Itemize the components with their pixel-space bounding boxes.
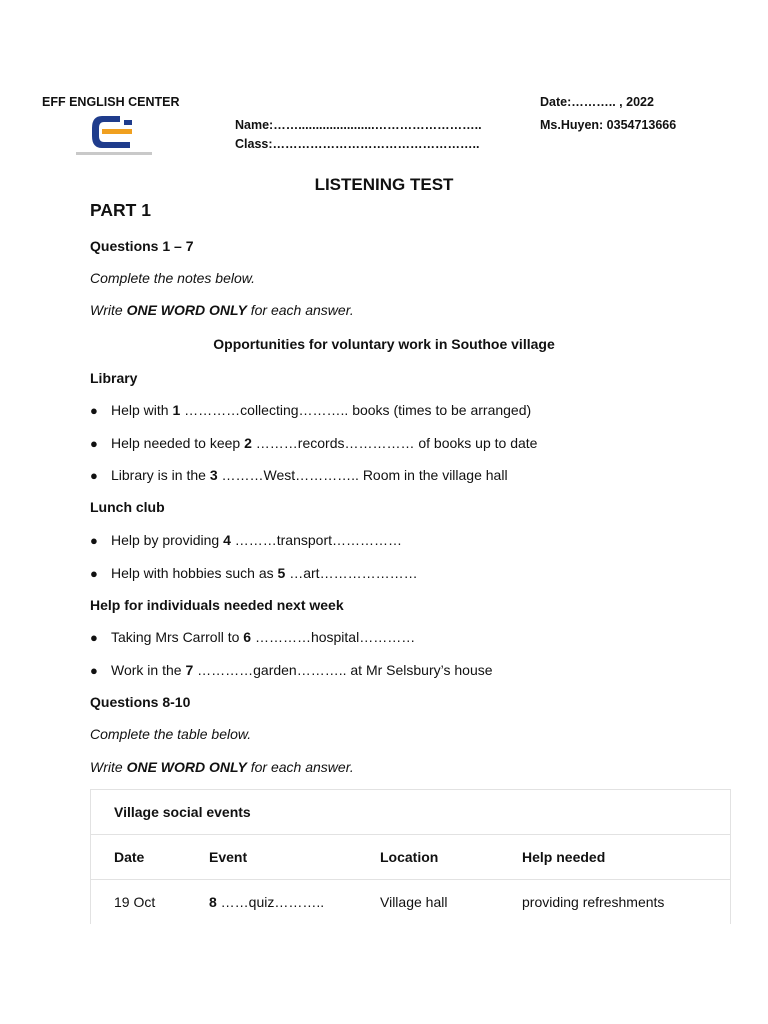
answer-blank[interactable]: ………records…………… of books up to date [251, 435, 538, 451]
word-limit-instruction-2 [90, 759, 354, 775]
column-header: Help needed [499, 835, 731, 880]
questions-1-7-heading: Questions 1 – 7 [90, 238, 194, 254]
bullet-icon: ● [90, 436, 98, 451]
table-header-row [91, 835, 731, 880]
column-header: Date [91, 835, 187, 880]
write-suffix: for each answer. [246, 302, 354, 318]
answer-blank[interactable]: ………transport…………… [230, 532, 402, 548]
question-number: 5 [277, 565, 286, 581]
table-row [91, 880, 731, 925]
column-header: Event [186, 835, 357, 880]
column-header: Location [357, 835, 499, 880]
item-text: Help by providing [111, 532, 224, 548]
question-number: 7 [185, 662, 194, 678]
table-caption-row [91, 790, 731, 835]
question-number: 8 [209, 894, 217, 910]
bullet-icon: ● [90, 630, 98, 645]
center-name: EFF ENGLISH CENTER [42, 95, 180, 109]
bullet-icon: ● [90, 533, 98, 548]
part-heading: PART 1 [90, 200, 151, 220]
list-item [90, 532, 402, 548]
eff-logo-icon [74, 112, 154, 160]
word-limit-instruction [90, 302, 354, 318]
list-item [90, 467, 508, 483]
class-field[interactable]: Class:………………………………………….. [235, 137, 480, 151]
item-text: Help with hobbies such as [111, 565, 278, 581]
answer-blank[interactable]: …………hospital………… [251, 629, 416, 645]
item-text: Taking Mrs Carroll to [111, 629, 244, 645]
instruction-notes: Complete the notes below. [90, 270, 255, 286]
answer-blank[interactable]: …………collecting……….. books (times to be arranged) [180, 402, 532, 418]
events-table [90, 789, 731, 924]
question-number: 1 [172, 402, 181, 418]
bullet-icon: ● [90, 403, 98, 418]
cell-date: 19 Oct [91, 880, 187, 925]
library-heading: Library [90, 370, 138, 386]
answer-blank[interactable]: …………garden……….. at Mr Selsbury’s house [193, 662, 493, 678]
list-item [90, 402, 531, 418]
list-item [90, 565, 418, 581]
answer-blank[interactable]: …art………………… [285, 565, 418, 581]
word-limit: ONE WORD ONLY [126, 302, 247, 318]
cell-help: providing refreshments [499, 880, 731, 925]
question-number: 6 [243, 629, 252, 645]
list-item [90, 629, 415, 645]
answer-blank[interactable]: ………West………….. Room in the village hall [217, 467, 508, 483]
instruction-table: Complete the table below. [90, 726, 252, 742]
bullet-icon: ● [90, 566, 98, 581]
lunch-club-heading: Lunch club [90, 499, 165, 515]
name-field[interactable]: Name:……......................…………………….. [235, 118, 482, 132]
date-field: Date:……….. , 2022 [540, 95, 654, 109]
write-suffix: for each answer. [246, 759, 354, 775]
individuals-heading: Help for individuals needed next week [90, 597, 344, 613]
answer-blank[interactable]: ……quiz……….. [216, 894, 325, 910]
teacher-phone: Ms.Huyen: 0354713666 [540, 118, 677, 132]
bullet-icon: ● [90, 468, 98, 483]
bullet-icon: ● [90, 663, 98, 678]
test-title: LISTENING TEST [314, 175, 454, 194]
center-logo [74, 112, 154, 160]
list-item [90, 435, 537, 451]
cell-event [186, 880, 357, 925]
item-text: Help needed to keep [111, 435, 245, 451]
write-prefix: Write [90, 759, 127, 775]
question-number: 2 [244, 435, 252, 451]
list-item [90, 662, 493, 678]
question-number: 4 [223, 532, 231, 548]
item-text: Help with [111, 402, 173, 418]
table-caption: Village social events [91, 790, 731, 835]
item-text: Library is in the [111, 467, 210, 483]
cell-location: Village hall [357, 880, 499, 925]
write-prefix: Write [90, 302, 127, 318]
question-number: 3 [209, 467, 218, 483]
questions-8-10-heading: Questions 8-10 [90, 694, 191, 710]
word-limit: ONE WORD ONLY [126, 759, 247, 775]
notes-heading: Opportunities for voluntary work in Southoe village [213, 336, 555, 352]
item-text: Work in the [111, 662, 186, 678]
